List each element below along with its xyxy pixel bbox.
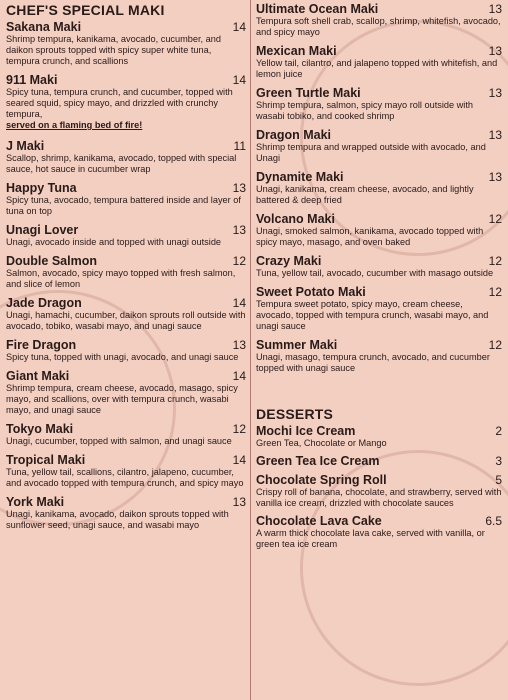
menu-item [256, 170, 502, 206]
menu-item-header [6, 338, 246, 352]
menu-item-description: Scallop, shrimp, kanikama, avocado, topped with special sauce, hot sauce in cucumber wrap [6, 153, 237, 174]
menu-item [256, 285, 502, 332]
menu-item-price: 13 [488, 44, 502, 58]
menu-item [256, 454, 502, 468]
menu-item-header [6, 369, 246, 383]
menu-item [256, 338, 502, 374]
menu-item-name: Dynamite Maki [256, 170, 344, 184]
menu-item-price: 3 [495, 454, 502, 468]
menu-item-header [256, 285, 502, 299]
menu-item-price: 5 [495, 473, 502, 487]
menu-item-name: Tropical Maki [6, 453, 86, 467]
menu-item [256, 473, 502, 509]
menu-item [256, 254, 502, 279]
menu-item [256, 424, 502, 449]
menu-item-name: Double Salmon [6, 254, 97, 268]
menu-item-description: Spicy tuna, tempura crunch, and cucumber, topped with seared squid, spicy mayo, and drizzled with crunchy tempura, [6, 87, 233, 119]
menu-item-price: 14 [232, 453, 246, 467]
menu-item-price: 13 [232, 338, 246, 352]
menu-item-note: served on a flaming bed of fire! [6, 120, 143, 130]
section-heading: CHEF'S SPECIAL MAKI [6, 2, 165, 18]
menu-item-description: Unagi, masago, tempura crunch, avocado, and cucumber topped with unagi sauce [256, 352, 490, 373]
menu-item-header [6, 223, 246, 237]
menu-item-description: Unagi, hamachi, cucumber, daikon sprouts roll outside with avocado, tobiko, wasabi mayo, and unagi sauce [6, 310, 246, 331]
menu-item-name: Green Turtle Maki [256, 86, 361, 100]
menu-item [6, 495, 246, 531]
menu-item-name: Mexican Maki [256, 44, 337, 58]
menu-item-name: Crazy Maki [256, 254, 322, 268]
menu-item-name: Volcano Maki [256, 212, 335, 226]
menu-item [6, 223, 246, 248]
menu-item-header [6, 495, 246, 509]
menu-item [6, 338, 246, 363]
menu-item [6, 369, 246, 416]
menu-item-header [6, 73, 246, 87]
menu-item-name: Mochi Ice Cream [256, 424, 356, 438]
menu-item-description: Shrimp tempura and wrapped outside with avocado, and Unagi [256, 142, 486, 163]
menu-item [6, 453, 246, 489]
right-column [256, 2, 502, 550]
menu-item-description: Shrimp tempura, kanikama, avocado, cucumber, and daikon sprouts topped with spicy super white tuna, tempura crunch, and scallions [6, 34, 221, 66]
menu-item-price: 12 [488, 254, 502, 268]
menu-item-description: Tuna, yellow tail, avocado, cucumber with masago outside [256, 268, 494, 278]
menu-item-price: 13 [488, 2, 502, 16]
menu-item-description: Unagi, avocado inside and topped with unagi outside [6, 237, 222, 247]
menu-item-name: Happy Tuna [6, 181, 77, 195]
menu-item [6, 254, 246, 290]
menu-item-header [6, 296, 246, 310]
menu-item [256, 212, 502, 248]
menu-item-header [256, 424, 502, 438]
menu-item-name: Unagi Lover [6, 223, 79, 237]
dessert-list [256, 424, 502, 550]
menu-item-description: A warm thick chocolate lava cake, served with vanilla, or green tea ice cream [256, 528, 485, 549]
menu-item-name: J Maki [6, 139, 45, 153]
menu-item-name: Tokyo Maki [6, 422, 74, 436]
menu-item [6, 73, 246, 131]
menu-item [256, 2, 502, 38]
menu-item-header [6, 453, 246, 467]
menu-item [6, 422, 246, 447]
menu-item-name: Dragon Maki [256, 128, 332, 142]
menu-item-price: 11 [233, 139, 246, 153]
menu-item-header [256, 2, 502, 16]
menu-item-description: Crispy roll of banana, chocolate, and strawberry, served with vanilla ice cream, drizzled with chocolate sauces [256, 487, 502, 508]
menu-item-price: 13 [488, 170, 502, 184]
menu-item-price: 13 [232, 223, 246, 237]
menu-item [6, 296, 246, 332]
menu-item-name: Green Tea Ice Cream [256, 454, 380, 468]
menu-item-header [256, 514, 502, 528]
column-divider [250, 0, 251, 700]
menu-item-header [256, 254, 502, 268]
menu-item-name: Sweet Potato Maki [256, 285, 366, 299]
menu-item-header [256, 338, 502, 352]
menu-item-price: 12 [232, 254, 246, 268]
menu-item-price: 2 [495, 424, 502, 438]
menu-item-header [256, 128, 502, 142]
menu-item-description: Shrimp tempura, salmon, spicy mayo roll outside with wasabi tobiko, and cooked shrimp [256, 100, 474, 121]
menu-item-description: Tuna, yellow tail, scallions, cilantro, jalapeno, cucumber, and avocado topped with tempura crunch, and spicy mayo [6, 467, 244, 488]
left-column [6, 2, 246, 531]
menu-item-header [6, 139, 246, 153]
menu-item-description: Yellow tail, cilantro, and jalapeno topped with whitefish, and lemon juice [256, 58, 498, 79]
menu-item-price: 12 [488, 285, 502, 299]
menu-item-name: Chocolate Spring Roll [256, 473, 387, 487]
menu-item [256, 128, 502, 164]
menu-item-header [6, 422, 246, 436]
menu-item-name: Jade Dragon [6, 296, 82, 310]
menu-item-description: Unagi, kanikama, cream cheese, avocado, and lightly battered & deep fried [256, 184, 474, 205]
menu-item-description: Shrimp tempura, cream cheese, avocado, masago, spicy mayo, and scallions, over with tempura crunch, wasabi mayo, and unagi sauce [6, 383, 238, 415]
menu-item-name: Giant Maki [6, 369, 70, 383]
menu-item-name: York Maki [6, 495, 65, 509]
menu-item-description: Tempura soft shell crab, scallop, shrimp, whitefish, avocado, and spicy mayo [256, 16, 501, 37]
menu-item-price: 14 [232, 20, 246, 34]
menu-item-header [256, 86, 502, 100]
menu-item-header [256, 454, 502, 468]
menu-item-description: Spicy tuna, topped with unagi, avocado, and unagi sauce [6, 352, 239, 362]
menu-item [6, 181, 246, 217]
menu-item-header [256, 170, 502, 184]
menu-item [256, 86, 502, 122]
menu-item-price: 14 [232, 369, 246, 383]
menu-item-name: Fire Dragon [6, 338, 77, 352]
menu-item-description: Unagi, smoked salmon, kanikama, avocado topped with spicy mayo, masago, and oven baked [256, 226, 484, 247]
menu-item-description: Unagi, cucumber, topped with salmon, and unagi sauce [6, 436, 232, 446]
menu-item-price: 13 [488, 128, 502, 142]
menu-item [256, 44, 502, 80]
menu-item-description: Spicy tuna, avocado, tempura battered inside and layer of tuna on top [6, 195, 241, 216]
maki-list [256, 2, 502, 374]
menu-item-price: 13 [488, 86, 502, 100]
menu-item-header [256, 212, 502, 226]
menu-item-price: 13 [232, 495, 246, 509]
menu-item-header [256, 44, 502, 58]
menu-item-price: 14 [232, 73, 246, 87]
menu-item-price: 12 [488, 212, 502, 226]
menu-item-price: 12 [488, 338, 502, 352]
menu-item-name: Summer Maki [256, 338, 338, 352]
menu-item-name: Sakana Maki [6, 20, 82, 34]
menu-item-header [6, 254, 246, 268]
desserts-heading: DESSERTS [256, 406, 334, 422]
menu-item-name: 911 Maki [6, 73, 58, 87]
menu-item-description: Salmon, avocado, spicy mayo topped with fresh salmon, and slice of lemon [6, 268, 236, 289]
menu-item-price: 12 [232, 422, 246, 436]
menu-item-price: 14 [232, 296, 246, 310]
menu-item [256, 514, 502, 550]
menu-item [6, 20, 246, 67]
menu-item-name: Chocolate Lava Cake [256, 514, 382, 528]
menu-item-description: Tempura sweet potato, spicy mayo, cream cheese, avocado, topped with tempura crunch, wasabi mayo, and unagi sauce [256, 299, 489, 331]
menu-item-header [6, 181, 246, 195]
menu-item-header [256, 473, 502, 487]
menu-item-name: Ultimate Ocean Maki [256, 2, 379, 16]
menu-item-price: 6.5 [485, 514, 502, 528]
menu-item-description: Green Tea, Chocolate or Mango [256, 438, 387, 448]
menu-item [6, 139, 246, 175]
menu-item-description: Unagi, kanikama, avocado, daikon sprouts topped with sunflower seed, unagi sauce, and wasabi mayo [6, 509, 229, 530]
maki-list [6, 20, 246, 531]
menu-item-header [6, 20, 246, 34]
menu-item-price: 13 [232, 181, 246, 195]
